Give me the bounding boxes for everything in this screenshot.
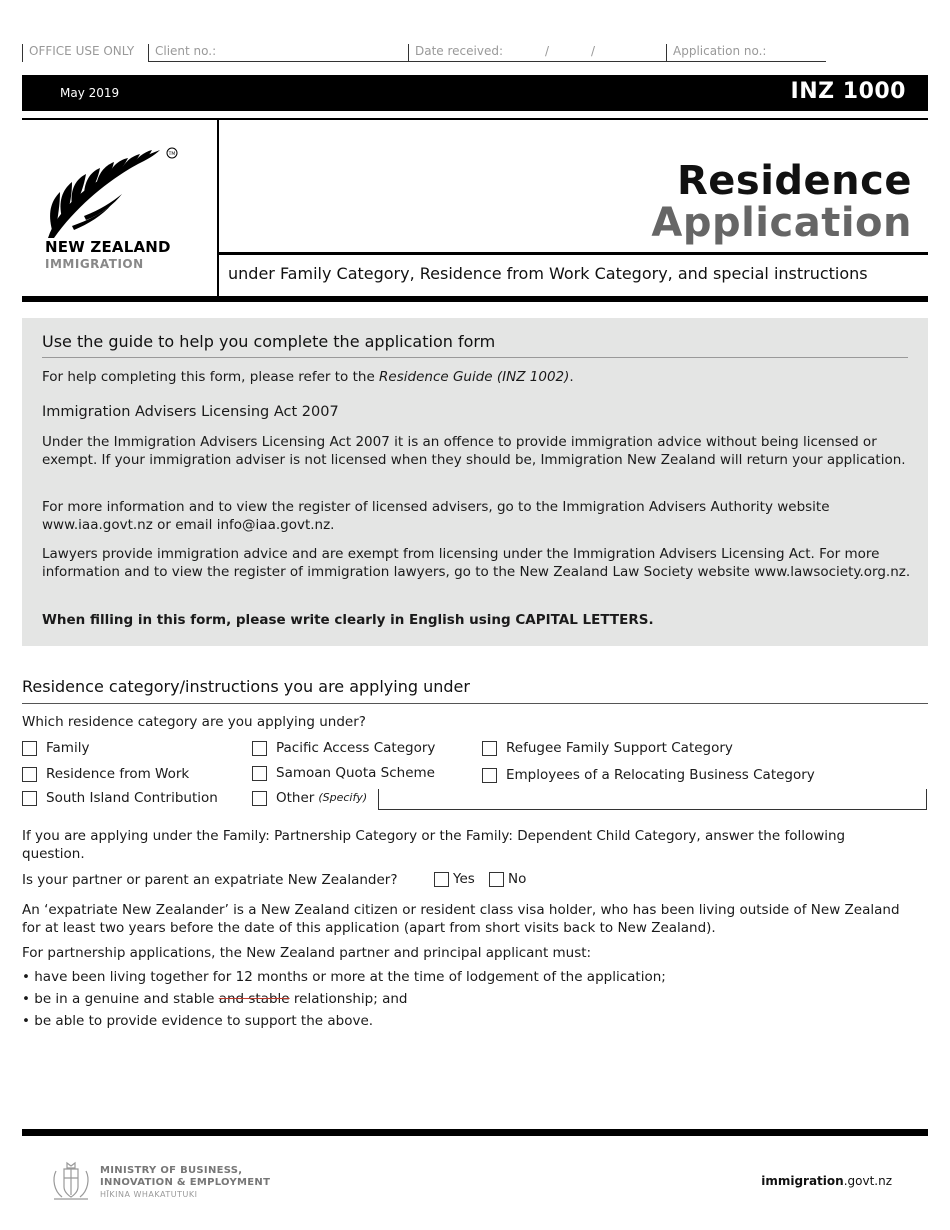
header-bottom-rule	[22, 296, 928, 302]
ministry-line-1: MINISTRY OF BUSINESS,	[100, 1165, 243, 1176]
option-south-island[interactable]: South Island Contribution	[22, 789, 218, 807]
checkbox[interactable]	[252, 766, 267, 781]
specify-label: (Specify)	[318, 791, 368, 804]
form-date: May 2019	[60, 86, 120, 100]
client-no-label: Client no.:	[155, 44, 217, 58]
option-samoan-quota[interactable]: Samoan Quota Scheme	[252, 764, 435, 782]
act-para-1: Under the Immigration Advisers Licensing Act 2007 it is an offence to provide immigration advice without being licensed or exempt. If your immigration adviser is not licensed when they should be, Immigration New Zealand will return your application.	[42, 434, 906, 468]
struck-text: and stable	[218, 991, 290, 1007]
checkbox[interactable]	[22, 767, 37, 782]
partnership-intro: For partnership applications, the New Zealand partner and principal applicant must:	[22, 945, 592, 961]
header-mid-rule	[219, 252, 928, 255]
checkbox[interactable]	[489, 872, 504, 887]
trademark-icon	[166, 147, 178, 159]
form-code: INZ 1000	[790, 79, 906, 104]
date-slash-2: /	[591, 44, 596, 58]
application-no-field[interactable]	[666, 44, 826, 62]
checkbox[interactable]	[482, 741, 497, 756]
requirement-2: • be in a genuine and stable and stable relationship; and	[22, 991, 408, 1007]
client-no-field[interactable]	[148, 44, 408, 62]
form-title-line1: Residence	[676, 158, 912, 204]
ministry-line-2: INNOVATION & EMPLOYMENT	[100, 1177, 271, 1188]
logo-subtitle: IMMIGRATION	[45, 257, 144, 271]
act-para-3: Lawyers provide immigration advice and are exempt from licensing under the Immigration Advisers Licensing Act. For more information and to view the register of immigration lawyers, go to the New Zealand Law Society website www.lawsociety.org.nz.	[42, 546, 911, 580]
option-family[interactable]: Family	[22, 739, 89, 757]
guide-rule	[42, 357, 908, 358]
expat-question: Is your partner or parent an expatriate New Zealander?	[22, 872, 398, 888]
expat-definition: An ‘expatriate New Zealander’ is a New Zealand citizen or resident class visa holder, who has been living outside of New Zealand for at least two years before the date of this application (apart from short visits back to New Zealand).	[22, 902, 900, 936]
other-specify-input[interactable]	[378, 789, 927, 810]
category-question: Which residence category are you applying under?	[22, 714, 366, 730]
guide-heading: Use the guide to help you complete the application form	[42, 332, 496, 351]
checkbox[interactable]	[482, 768, 497, 783]
checkbox[interactable]	[22, 791, 37, 806]
partnership-note: If you are applying under the Family: Partnership Category or the Family: Dependent Child Category, answer the following question.	[22, 828, 846, 862]
date-slash-1: /	[545, 44, 550, 58]
category-heading: Residence category/instructions you are applying under	[22, 677, 470, 696]
option-relocating-business[interactable]: Employees of a Relocating Business Category	[482, 766, 815, 784]
category-rule	[22, 703, 928, 704]
application-no-label: Application no.:	[673, 44, 767, 58]
guide-box	[22, 318, 928, 646]
guide-link: Residence Guide (INZ 1002)	[379, 369, 570, 385]
capital-letters-note: When filling in this form, please write clearly in English using CAPITAL LETTERS.	[42, 612, 654, 628]
inz-logo	[22, 120, 218, 296]
footer-rule	[22, 1129, 928, 1136]
checkbox[interactable]	[22, 741, 37, 756]
requirement-3: • be able to provide evidence to support the above.	[22, 1013, 374, 1029]
checkbox[interactable]	[252, 791, 267, 806]
no-option[interactable]: No	[489, 871, 526, 887]
act-heading: Immigration Advisers Licensing Act 2007	[42, 404, 339, 420]
option-pacific-access[interactable]: Pacific Access Category	[252, 739, 435, 757]
form-title-line2: Application	[651, 200, 912, 246]
nz-coat-of-arms-icon	[48, 1161, 94, 1201]
trademark-text: TM	[168, 152, 176, 157]
office-use-row	[22, 44, 767, 62]
office-use-label: OFFICE USE ONLY	[22, 44, 134, 62]
requirement-1: • have been living together for 12 months or more at the time of lodgement of the application;	[22, 969, 666, 985]
date-received-field[interactable]	[408, 44, 666, 62]
act-para-2: For more information and to view the register of licensed advisers, go to the Immigration Advisers Authority website www.iaa.govt.nz or email info@iaa.govt.nz.	[42, 499, 830, 533]
date-received-label: Date received:	[415, 44, 504, 58]
yes-option[interactable]: Yes	[434, 871, 475, 887]
option-residence-from-work[interactable]: Residence from Work	[22, 765, 189, 783]
checkbox[interactable]	[434, 872, 449, 887]
checkbox[interactable]	[252, 741, 267, 756]
header-bar	[22, 75, 928, 111]
option-other[interactable]: Other (Specify)	[252, 789, 367, 807]
ministry-line-3: HĪKINA WHAKATUTUKI	[100, 1190, 198, 1199]
logo-title: NEW ZEALAND	[45, 238, 171, 256]
form-subtitle: under Family Category, Residence from Work Category, and special instructions	[228, 264, 868, 283]
website-link[interactable]: immigration.govt.nz	[761, 1174, 892, 1188]
option-refugee-family[interactable]: Refugee Family Support Category	[482, 739, 733, 757]
guide-help-text: For help completing this form, please refer to the Residence Guide (INZ 1002).	[42, 369, 574, 385]
